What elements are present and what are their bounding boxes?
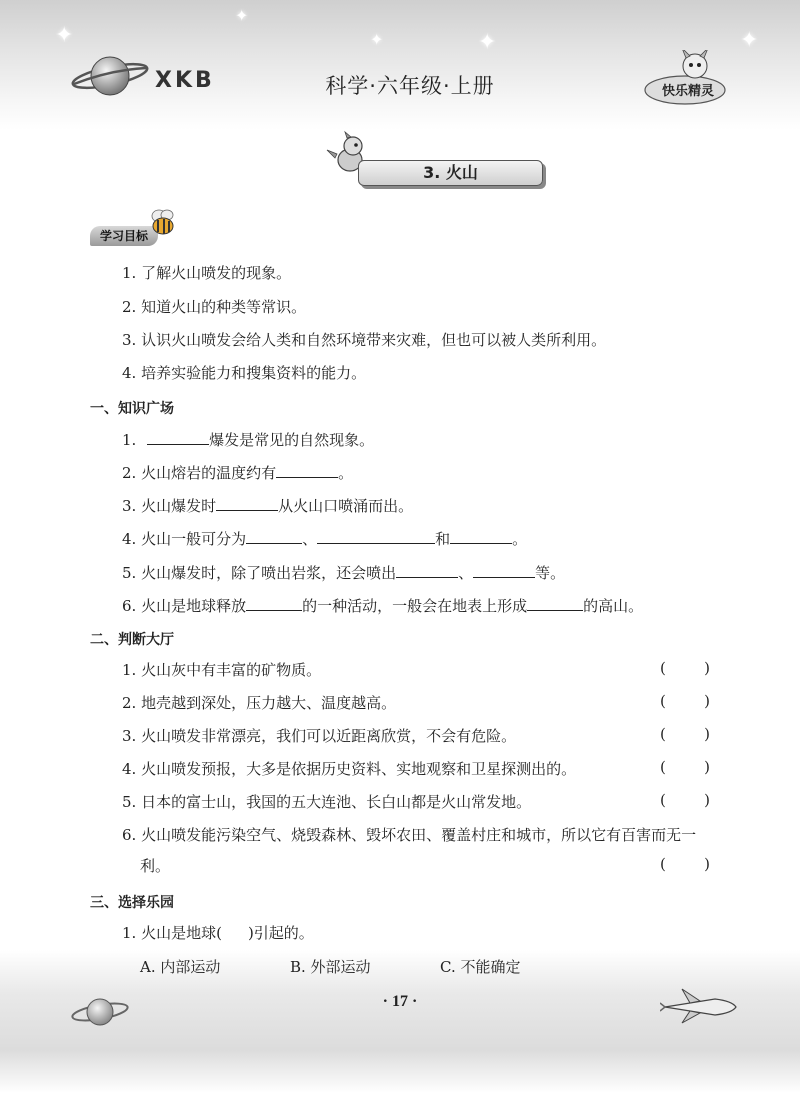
answer-blank[interactable] [276,461,338,478]
sparkle-icon: ✦ [478,30,497,55]
question-text: 的一种活动，一般会在地表上形成 [302,597,528,615]
goal-item: 2. 知道火山的种类等常识。 [122,298,307,316]
brand-logo: XKB [155,68,215,93]
book-title: 科学·六年级·上册 [325,74,495,98]
question-text: 和 [435,530,451,548]
fill-question [122,461,353,483]
lesson-title: 3. 火山 [358,160,543,186]
answer-blank[interactable] [216,494,278,511]
answer-parens[interactable]: ( ) [660,855,710,873]
sparkle-icon: ✦ [55,23,74,48]
question-text: 的高山。 [583,597,644,615]
answer-parens[interactable]: ( ) [660,725,710,743]
question-text: 5. 火山爆发时，除了喷出岩浆，还会喷出 [122,564,397,582]
judge-question: 5. 日本的富士山，我国的五大连池、长白山都是火山常发地。 [122,793,532,811]
answer-blank[interactable] [317,527,435,544]
question-text: 、 [302,530,318,548]
choice-question [122,922,314,943]
fill-question [122,494,413,516]
goal-item: 4. 培养实验能力和搜集资料的能力。 [122,364,367,382]
goal-item: 1. 了解火山喷发的现象。 [122,264,292,282]
answer-blank[interactable] [396,561,458,578]
question-number: 1. [122,431,137,449]
question-text: 6. 火山是地球释放 [122,597,247,615]
answer-blank[interactable] [473,561,535,578]
fill-question [122,527,527,549]
choice-option-b[interactable]: B. 外部运动 [290,958,371,976]
fill-question [122,561,565,583]
bee-icon [145,207,179,237]
question-text: 3. 火山爆发时 [122,497,217,515]
answer-parens[interactable]: ( ) [660,791,710,809]
sparkle-icon: ✦ [235,6,249,25]
question-text: 等。 [535,564,566,582]
question-text: 、 [458,564,474,582]
judge-question: 1. 火山灰中有丰富的矿物质。 [122,661,322,679]
judge-question: 3. 火山喷发非常漂亮，我们可以近距离欣赏，不会有危险。 [122,727,517,745]
page-number: · 17 · [382,993,418,1010]
fill-question [122,594,643,616]
goal-item: 3. 认识火山喷发会给人类和自然环境带来灾难，但也可以被人类所利用。 [122,331,607,349]
sparkle-icon: ✦ [740,28,759,53]
answer-blank[interactable] [246,527,302,544]
mascot-badge-text: 快乐精灵 [661,84,714,99]
goals-tag: 学习目标 [90,226,158,246]
choice-option-a[interactable]: A. 内部运动 [140,958,221,976]
question-text: 从火山口喷涌而出。 [278,497,414,515]
answer-blank[interactable] [246,594,302,611]
answer-parens[interactable]: ( ) [660,758,710,776]
judge-question-continued: 利。 [140,857,171,875]
answer-blank[interactable] [527,594,583,611]
section-heading: 一、知识广场 [90,401,174,417]
question-text: 。 [338,464,354,482]
planet-icon [70,48,150,103]
section-heading: 二、判断大厅 [90,632,174,648]
question-text: 2. 火山熔岩的温度约有 [122,464,277,482]
answer-parens[interactable]: ( ) [660,659,710,677]
choice-option-c[interactable]: C. 不能确定 [440,958,521,976]
space-shuttle-icon [660,985,740,1025]
judge-question: 4. 火山喷发预报，大多是依据历史资料、实地观察和卫星探测出的。 [122,760,577,778]
planet-icon [70,992,130,1032]
question-text: 爆发是常见的自然现象。 [209,431,375,449]
judge-question: 6. 火山喷发能污染空气、烧毁森林、毁坏农田、覆盖村庄和城市，所以它有百害而无一 [122,826,697,844]
fill-question [122,428,374,450]
judge-question: 2. 地壳越到深处，压力越大、温度越高。 [122,694,397,712]
answer-blank[interactable] [450,527,512,544]
answer-parens[interactable]: ( ) [660,692,710,710]
answer-blank[interactable] [147,428,209,445]
question-text: 。 [512,530,528,548]
question-text: 1. 火山是地球( [122,924,222,942]
question-text: )引起的。 [247,924,314,942]
section-heading: 三、选择乐园 [90,895,174,911]
question-text: 4. 火山一般可分为 [122,530,247,548]
sparkle-icon: ✦ [370,30,384,49]
